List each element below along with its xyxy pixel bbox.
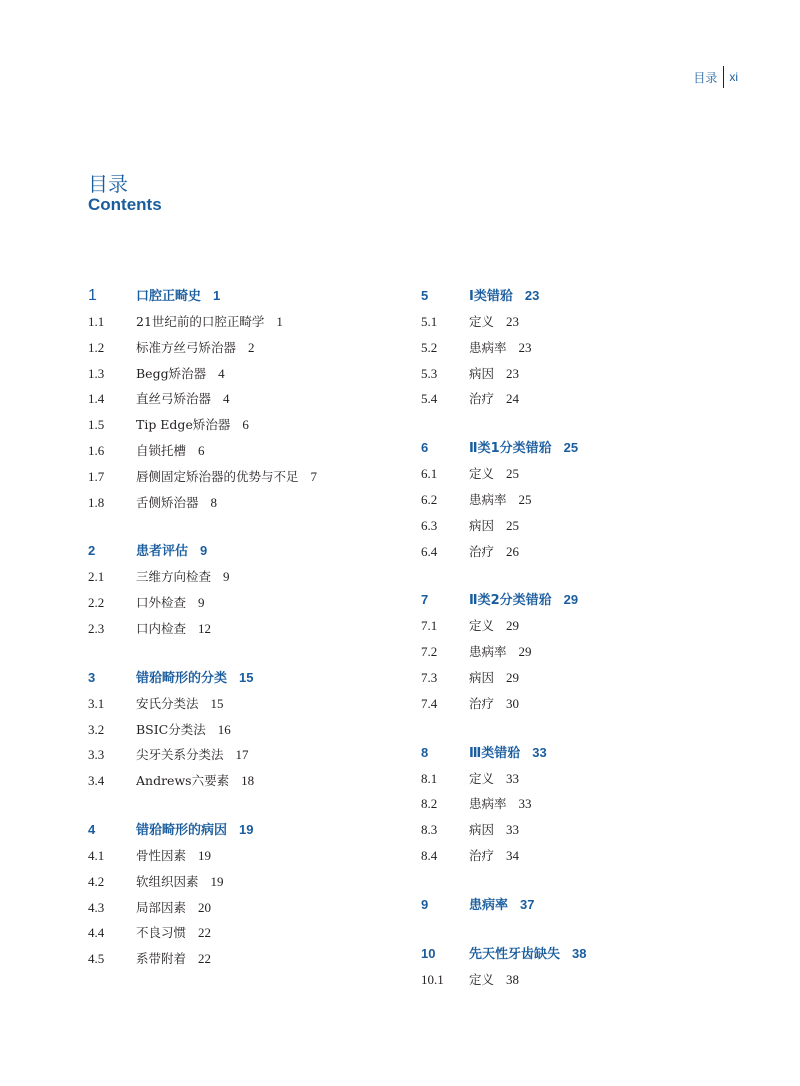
section-page: 16 xyxy=(217,721,231,737)
section-entry[interactable] xyxy=(421,539,761,565)
section-page: 18 xyxy=(241,773,255,789)
section-title: 口外检查 xyxy=(136,595,187,611)
section-number: 6.4 xyxy=(421,543,438,559)
section-title: 治疗 xyxy=(469,391,495,407)
section-entry[interactable] xyxy=(88,742,408,768)
section-title: 局部因素 xyxy=(136,899,187,915)
section-number: 8.3 xyxy=(421,822,438,838)
section-number: 7.4 xyxy=(421,695,438,711)
section-title: BSIC分类法 xyxy=(136,721,206,737)
section-page: 20 xyxy=(198,899,212,915)
section-page: 33 xyxy=(518,796,532,812)
section-title: 21世纪前的口腔正畸学 xyxy=(136,314,265,329)
section-entry[interactable] xyxy=(421,665,761,691)
section-entry[interactable] xyxy=(88,309,408,335)
section-title: 不良习惯 xyxy=(136,925,187,941)
chapter-title: Ⅲ类错𬌗 xyxy=(469,745,521,761)
section-number: 4.3 xyxy=(88,899,105,915)
chapter-entry[interactable] xyxy=(421,283,761,309)
section-number: 3.2 xyxy=(88,721,105,737)
chapter-entry[interactable] xyxy=(88,817,408,843)
section-entry[interactable] xyxy=(88,616,408,642)
chapter-entry[interactable] xyxy=(88,665,408,691)
chapter-page: 38 xyxy=(572,945,587,961)
section-entry[interactable] xyxy=(421,691,761,717)
chapter-number: 1 xyxy=(88,287,97,304)
section-page: 4 xyxy=(218,365,225,381)
section-number: 5.2 xyxy=(421,339,438,355)
section-page: 23 xyxy=(506,365,520,381)
section-title: 定义 xyxy=(469,314,495,329)
toc-chapter xyxy=(88,665,408,794)
section-number: 2.1 xyxy=(88,569,105,585)
chapter-page: 37 xyxy=(520,896,535,912)
section-page: 17 xyxy=(235,747,249,763)
section-title: 安氏分类法 xyxy=(136,695,199,711)
section-page: 34 xyxy=(506,847,520,863)
section-page: 25 xyxy=(506,517,520,533)
section-page: 9 xyxy=(198,595,205,611)
section-entry[interactable] xyxy=(88,920,408,946)
chapter-page: 15 xyxy=(239,669,254,685)
chapter-number: 6 xyxy=(421,440,429,456)
section-title: 骨性因素 xyxy=(136,847,187,863)
chapter-number: 4 xyxy=(88,821,96,837)
section-title: 病因 xyxy=(469,365,495,381)
chapter-page: 1 xyxy=(213,288,221,303)
toc-right-column xyxy=(421,283,761,1016)
section-title: 舌侧矫治器 xyxy=(136,494,199,510)
chapter-number: 9 xyxy=(421,896,429,912)
toc-chapter xyxy=(421,892,761,918)
section-entry[interactable] xyxy=(421,361,761,387)
section-entry[interactable] xyxy=(88,768,408,794)
section-entry[interactable] xyxy=(88,464,408,490)
section-entry[interactable] xyxy=(88,335,408,361)
section-page: 23 xyxy=(518,339,532,355)
chapter-number: 5 xyxy=(421,288,429,303)
section-page: 19 xyxy=(210,873,224,889)
chapter-title: 患者评估 xyxy=(136,544,189,560)
section-number: 1.4 xyxy=(88,391,105,407)
section-title: Begg矫治器 xyxy=(136,365,207,381)
section-page: 22 xyxy=(198,951,212,967)
section-page: 25 xyxy=(506,466,520,482)
section-title: 定义 xyxy=(469,971,495,987)
section-number: 1.3 xyxy=(88,365,105,381)
section-page: 9 xyxy=(223,569,230,585)
section-title: 标准方丝弓矫治器 xyxy=(136,339,237,355)
section-number: 1.2 xyxy=(88,339,105,355)
section-number: 7.1 xyxy=(421,618,438,634)
section-entry[interactable] xyxy=(421,817,761,843)
toc-chapter xyxy=(88,817,408,972)
chapter-number: 8 xyxy=(421,744,429,760)
chapter-title: 错𬌗畸形的分类 xyxy=(136,670,228,686)
section-entry[interactable] xyxy=(88,412,408,438)
section-entry[interactable] xyxy=(421,639,761,665)
section-page: 38 xyxy=(506,971,520,987)
chapter-entry[interactable] xyxy=(421,892,761,918)
section-title: 定义 xyxy=(469,466,495,482)
section-page: 6 xyxy=(242,417,249,433)
section-number: 1.5 xyxy=(88,417,105,433)
section-entry[interactable] xyxy=(421,487,761,513)
chapter-page: 23 xyxy=(524,288,540,303)
section-entry[interactable] xyxy=(88,717,408,743)
section-title: 软组织因素 xyxy=(136,873,199,889)
section-entry[interactable] xyxy=(88,386,408,412)
section-entry[interactable] xyxy=(421,513,761,539)
section-title: 尖牙关系分类法 xyxy=(136,747,224,763)
section-entry[interactable] xyxy=(88,590,408,616)
chapter-entry[interactable] xyxy=(421,941,761,967)
section-number: 7.3 xyxy=(421,669,438,685)
section-number: 2.3 xyxy=(88,620,105,636)
section-number: 1.8 xyxy=(88,494,105,510)
section-number: 7.2 xyxy=(421,644,438,660)
section-page: 7 xyxy=(310,468,318,484)
chapter-entry[interactable] xyxy=(88,538,408,564)
section-title: Andrews六要素 xyxy=(136,773,230,789)
running-header xyxy=(693,66,738,88)
section-number: 6.2 xyxy=(421,491,438,507)
section-page: 8 xyxy=(210,494,218,510)
section-number: 8.2 xyxy=(421,796,438,812)
toc-chapter xyxy=(421,587,761,716)
section-entry[interactable] xyxy=(421,766,761,792)
section-entry[interactable] xyxy=(88,490,408,516)
section-page: 24 xyxy=(506,391,520,407)
section-title: 患病率 xyxy=(469,796,507,812)
section-entry[interactable] xyxy=(88,895,408,921)
section-number: 2.2 xyxy=(88,595,105,611)
section-page: 29 xyxy=(506,669,520,685)
section-number: 5.3 xyxy=(421,365,438,381)
section-number: 4.2 xyxy=(88,873,105,889)
toc-chapter xyxy=(421,435,761,564)
section-page: 30 xyxy=(506,695,520,711)
toc-chapter xyxy=(421,740,761,869)
section-page: 4 xyxy=(223,391,230,407)
section-title: 患病率 xyxy=(469,339,507,355)
section-title: 定义 xyxy=(469,618,495,634)
section-entry[interactable] xyxy=(421,613,761,639)
section-number: 3.1 xyxy=(88,695,105,711)
chapter-title: Ⅰ类错𬌗 xyxy=(469,289,513,304)
section-number: 10.1 xyxy=(421,971,444,987)
section-number: 1.1 xyxy=(88,314,105,329)
section-number: 3.3 xyxy=(88,747,105,763)
section-page: 33 xyxy=(506,770,520,786)
section-page: 12 xyxy=(198,620,212,636)
chapter-entry[interactable] xyxy=(88,283,408,309)
section-title: 患病率 xyxy=(469,491,507,507)
chapter-page: 33 xyxy=(532,744,547,760)
section-entry[interactable] xyxy=(421,791,761,817)
section-title: 治疗 xyxy=(469,695,495,711)
section-page: 1 xyxy=(276,314,283,329)
section-page: 2 xyxy=(248,339,255,355)
section-page: 23 xyxy=(506,314,520,329)
section-title: 唇侧固定矫治器的优势与不足 xyxy=(136,468,299,484)
section-title: 患病率 xyxy=(469,644,507,660)
section-entry[interactable] xyxy=(88,946,408,972)
section-page: 6 xyxy=(198,442,205,458)
section-entry[interactable] xyxy=(88,869,408,895)
toc-chapter xyxy=(421,283,761,412)
toc-left-column xyxy=(88,283,408,995)
section-title: 病因 xyxy=(469,517,495,533)
section-page: 25 xyxy=(518,491,532,507)
section-entry[interactable] xyxy=(421,386,761,412)
chapter-number: 7 xyxy=(421,592,429,608)
chapter-page: 19 xyxy=(239,821,254,837)
section-number: 5.4 xyxy=(421,391,438,407)
section-title: 治疗 xyxy=(469,543,495,559)
section-entry[interactable] xyxy=(88,843,408,869)
section-entry[interactable] xyxy=(421,843,761,869)
chapter-number: 3 xyxy=(88,669,96,685)
chapter-title: Ⅱ类2分类错𬌗 xyxy=(469,593,552,609)
section-page: 33 xyxy=(506,822,520,838)
section-number: 6.1 xyxy=(421,466,438,482)
section-title: 自锁托槽 xyxy=(136,442,187,458)
section-title: 治疗 xyxy=(469,847,495,863)
chapter-page: 9 xyxy=(200,543,208,559)
section-title: 三维方向检查 xyxy=(136,569,212,585)
section-entry[interactable] xyxy=(88,438,408,464)
page-number: xi xyxy=(729,70,738,84)
section-page: 22 xyxy=(198,925,212,941)
running-title: 目录 xyxy=(693,70,718,85)
toc-chapter xyxy=(421,941,761,993)
section-title: 系带附着 xyxy=(136,951,187,967)
chapter-entry[interactable] xyxy=(421,435,761,461)
section-entry[interactable] xyxy=(421,967,761,993)
section-number: 8.4 xyxy=(421,847,438,863)
section-page: 15 xyxy=(210,695,224,711)
section-entry[interactable] xyxy=(88,564,408,590)
section-title: 定义 xyxy=(469,770,495,786)
section-page: 29 xyxy=(518,644,532,660)
section-number: 5.1 xyxy=(421,314,438,329)
section-entry[interactable] xyxy=(88,691,408,717)
section-number: 4.4 xyxy=(88,925,105,941)
chapter-title: Ⅱ类1分类错𬌗 xyxy=(469,441,552,457)
section-title: Tip Edge矫治器 xyxy=(136,417,231,433)
section-number: 4.5 xyxy=(88,951,105,967)
page-title-chinese: 目录 xyxy=(88,172,128,196)
section-title: 病因 xyxy=(469,822,495,838)
section-page: 29 xyxy=(506,618,520,634)
section-page: 19 xyxy=(198,847,212,863)
section-number: 3.4 xyxy=(88,773,105,789)
toc-chapter xyxy=(88,283,408,515)
page-title-english: Contents xyxy=(88,195,162,214)
chapter-title: 先天性牙齿缺失 xyxy=(469,946,561,962)
section-number: 4.1 xyxy=(88,847,105,863)
section-title: 直丝弓矫治器 xyxy=(136,391,212,407)
chapter-entry[interactable] xyxy=(421,740,761,766)
section-entry[interactable] xyxy=(88,361,408,387)
section-number: 8.1 xyxy=(421,770,438,786)
chapter-number: 10 xyxy=(421,945,436,961)
toc-chapter xyxy=(88,538,408,641)
chapter-title: 患病率 xyxy=(469,897,509,913)
chapter-number: 2 xyxy=(88,543,96,559)
chapter-page: 25 xyxy=(563,440,579,456)
section-number: 1.6 xyxy=(88,442,105,458)
chapter-page: 29 xyxy=(563,592,579,608)
chapter-title: 口腔正畸史 xyxy=(136,289,202,304)
section-number: 6.3 xyxy=(421,517,438,533)
section-entry[interactable] xyxy=(421,309,761,335)
section-entry[interactable] xyxy=(421,335,761,361)
chapter-entry[interactable] xyxy=(421,587,761,613)
header-divider xyxy=(723,66,724,88)
section-title: 口内检查 xyxy=(136,620,187,636)
chapter-title: 错𬌗畸形的病因 xyxy=(136,822,228,838)
section-page: 26 xyxy=(506,543,520,559)
section-title: 病因 xyxy=(469,669,495,685)
section-entry[interactable] xyxy=(421,461,761,487)
section-number: 1.7 xyxy=(88,468,105,484)
